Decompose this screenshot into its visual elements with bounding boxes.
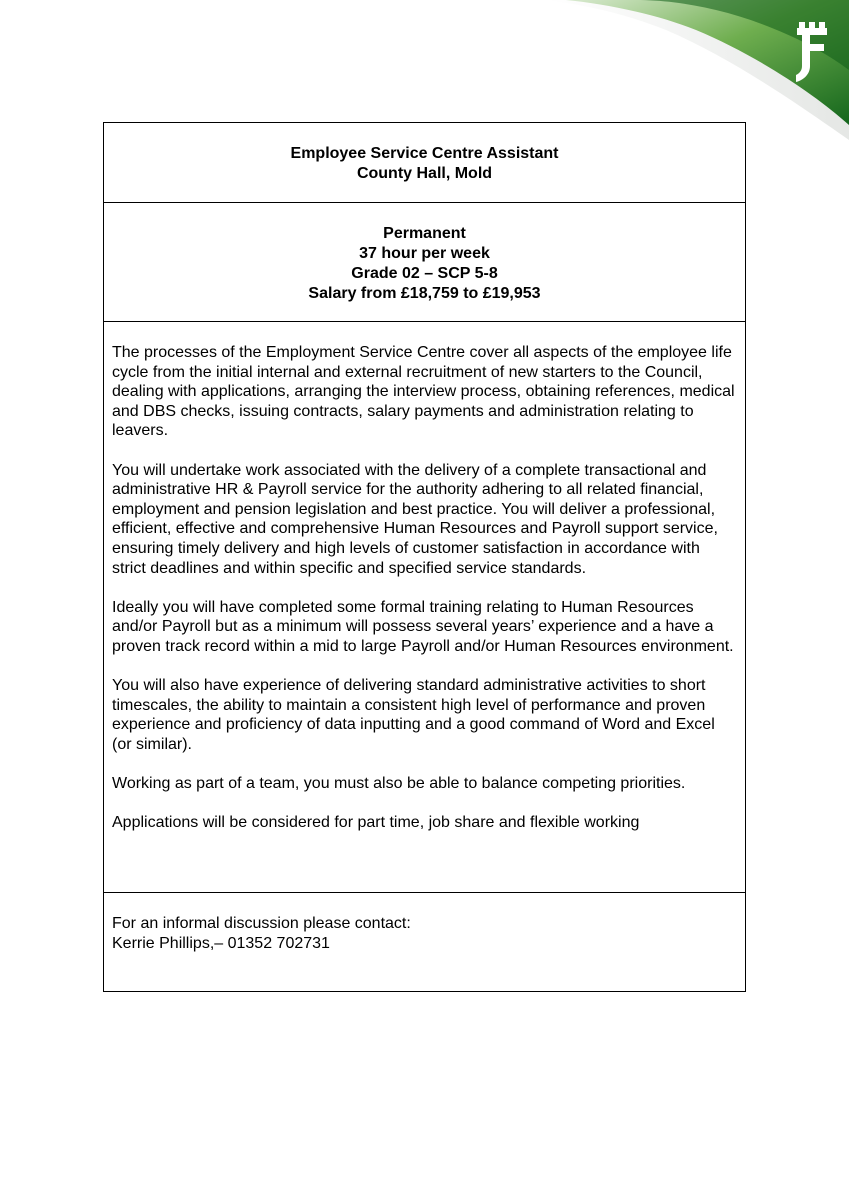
contact-section — [104, 893, 745, 991]
pay-grade: Grade 02 – SCP 5-8 — [351, 265, 498, 282]
job-title-section — [104, 123, 745, 203]
contact-intro: For an informal discussion please contact: — [112, 915, 411, 932]
swoosh-graphic — [546, 0, 849, 140]
job-description-section — [104, 322, 745, 893]
contract-type: Permanent — [383, 225, 466, 242]
header-swoosh-banner — [546, 0, 849, 140]
job-details-table — [103, 122, 746, 992]
contact-person: Kerrie Phillips,– 01352 702731 — [112, 934, 330, 952]
description-paragraph: Applications will be considered for part time, job share and flexible working — [112, 814, 640, 832]
description-paragraph: Ideally you will have completed some formal training relating to Human Resources and/or Payroll but as a minimum will possess several years’ experience and a have a proven track record within a mid to large Payroll and/or Human Resources environment. — [112, 598, 734, 655]
job-title: Employee Service Centre Assistant — [290, 145, 559, 162]
description-paragraph: Working as part of a team, you must also be able to balance competing priorities. — [112, 775, 686, 793]
working-hours: 37 hour per week — [359, 245, 490, 262]
salary-range: Salary from £18,759 to £19,953 — [308, 285, 541, 302]
job-terms-section — [104, 203, 745, 322]
description-paragraph: The processes of the Employment Service Centre cover all aspects of the employee life cycle from the initial internal and external recruitment of new starters to the Council, dealing with applications, arranging the interview process, obtaining references, medical and DBS checks, issuing contracts, salary payments and administration relating to leavers. — [112, 344, 735, 440]
description-paragraph: You will undertake work associated with the delivery of a complete transactional and administrative HR & Payroll service for the authority adhering to all related financial, employment and pension legislation and best practice. You will deliver a professional, efficient, effective and comprehensive Human Resources and Payroll support service, ensuring timely delivery and high levels of customer satisfaction in accordance with strict deadlines and within specific and specified service standards. — [112, 461, 718, 577]
job-location: County Hall, Mold — [356, 165, 493, 182]
description-paragraph: You will also have experience of delivering standard administrative activities to short timescales, the ability to maintain a consistent high level of performance and proven experience and proficiency of data inputting and a good command of Word and Excel (or similar). — [112, 677, 715, 753]
